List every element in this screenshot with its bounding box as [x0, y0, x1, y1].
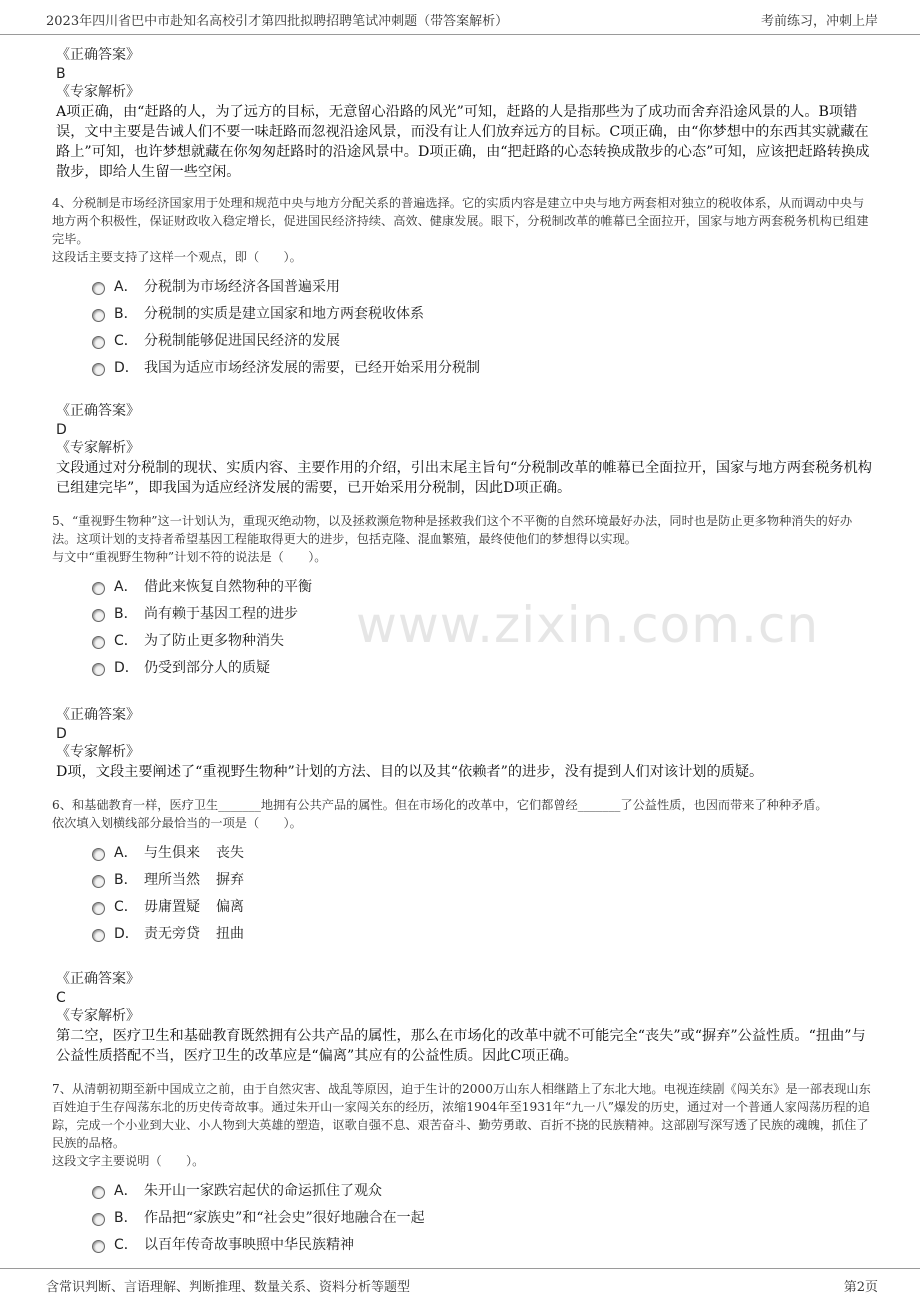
option-a[interactable]: A． 与生俱来 丧失 — [92, 838, 872, 865]
question-prompt: 这段话主要支持了这样一个观点，即（ ）。 — [52, 250, 302, 264]
correct-answer-label: 《正确答案》 — [56, 47, 140, 63]
question-7 — [52, 1080, 872, 1257]
radio-button-icon[interactable] — [92, 609, 105, 622]
option-text: 尚有赖于基因工程的进步 — [144, 605, 298, 622]
radio-button-icon[interactable] — [92, 1213, 105, 1226]
page-footer — [0, 1268, 920, 1303]
option-text: 作品把“家族史”和“社会史”很好地融合在一起 — [144, 1209, 425, 1226]
correct-answer-value: C — [56, 990, 66, 1006]
correct-answer-value: D — [56, 422, 67, 438]
page-header — [0, 0, 920, 35]
expert-analysis-text: 文段通过对分税制的现状、实质内容、主要作用的介绍，引出末尾主旨句“分税制改革的帷幕已全面拉开，国家与地方两套税务机构已组建完毕”，即我国为适应经济发展的需要，已开始采用分税制，因此D项正确。 — [56, 460, 872, 496]
document-title: 2023年四川省巴中市赴知名高校引才第四批拟聘招聘笔试冲刺题（带答案解析） — [46, 14, 509, 29]
option-c[interactable]: C． 毋庸置疑 偏离 — [92, 892, 872, 919]
question-stem: 5、“重视野生物种”这一计划认为，重现灭绝动物，以及拯救濒危物种是拯救我们这个不平衡的自然环境最好办法，同时也是防止更多物种消失的好办法。这项计划的支持者希望基因工程能取得更大的进步，包括克隆、混血繁殖，最终使他们的梦想得以实现。 — [52, 514, 853, 546]
option-list — [92, 272, 872, 380]
correct-answer-label: 《正确答案》 — [56, 971, 140, 987]
correct-answer-label: 《正确答案》 — [56, 403, 140, 419]
radio-button-icon[interactable] — [92, 636, 105, 649]
radio-button-icon[interactable] — [92, 902, 105, 915]
option-a[interactable]: A． 借此来恢复自然物种的平衡 — [92, 572, 872, 599]
expert-analysis-text: 第二空，医疗卫生和基础教育既然拥有公共产品的属性，那么在市场化的改革中就不可能完全“丧失”或“摒弃”公益性质。“扭曲”与公益性质搭配不当，医疗卫生的改革应是“偏离”其应有的公益性质。因此C项正确。 — [56, 1028, 866, 1064]
option-c[interactable]: C． 分税制能够促进国民经济的发展 — [92, 326, 872, 353]
option-text-2: 偏离 — [216, 898, 244, 915]
option-text: 仍受到部分人的质疑 — [144, 659, 270, 676]
radio-button-icon[interactable] — [92, 848, 105, 861]
radio-button-icon[interactable] — [92, 363, 105, 376]
question-stem: 4、分税制是市场经济国家用于处理和规范中央与地方分配关系的普遍选择。它的实质内容是建立中央与地方两套相对独立的税收体系，从而调动中央与地方两个积极性，保证财政收入稳定增长，促进国民经济持续、高效、健康发展。眼下，分税制改革的帷幕已全面拉开，国家与地方两套税务机构已组建完毕。 — [52, 196, 869, 246]
question-prompt: 与文中“重视野生物种”计划不符的说法是（ ）。 — [52, 550, 327, 564]
option-text-2: 丧失 — [216, 844, 244, 861]
question-prompt: 依次填入划横线部分最恰当的一项是（ ）。 — [52, 816, 302, 830]
question-stem: 6、和基础教育一样，医疗卫生_______地拥有公共产品的属性。但在市场化的改革中，它们都曾经_______了公益性质，也因而带来了种种矛盾。 — [52, 798, 828, 812]
expert-analysis-text: A项正确，由“赶路的人，为了远方的目标，无意留心沿路的风光”可知，赶路的人是指那些为了成功而舍弃沿途风景的人。B项错误，文中主要是告诫人们不要一味赶路而忽视沿途风景，而没有让人们放弃远方的目标。C项正确，由“你梦想中的东西其实就藏在路上”可知，也许梦想就藏在你匆匆赶路时的沿途风景中。D项正确，由“把赶路的心态转换成散步的心态”可知，应该把赶路转换成散步，即给人生留一些空闲。 — [56, 104, 870, 180]
question-4 — [52, 194, 872, 498]
radio-button-icon[interactable] — [92, 875, 105, 888]
expert-analysis-label: 《专家解析》 — [56, 440, 140, 456]
correct-answer-value: B — [56, 66, 66, 82]
option-text: 理所当然 — [144, 871, 200, 888]
option-text: 以百年传奇故事映照中华民族精神 — [144, 1236, 354, 1253]
correct-answer-label: 《正确答案》 — [56, 707, 140, 723]
option-text: 借此来恢复自然物种的平衡 — [144, 578, 312, 595]
question-6 — [52, 796, 872, 1066]
option-text: 分税制的实质是建立国家和地方两套税收体系 — [144, 305, 424, 322]
question-prompt: 这段文字主要说明（ ）。 — [52, 1154, 205, 1168]
answer-block — [52, 402, 872, 498]
answer-block — [52, 970, 872, 1066]
page-number: 第2页 — [843, 1280, 878, 1295]
footer-description: 含常识判断、言语理解、判断推理、数量关系、资料分析等题型 — [46, 1280, 411, 1295]
radio-button-icon[interactable] — [92, 1186, 105, 1199]
option-d[interactable]: D． 仍受到部分人的质疑 — [92, 653, 872, 680]
option-text: 朱开山一家跌宕起伏的命运抓住了观众 — [144, 1182, 382, 1199]
option-text: 分税制为市场经济各国普遍采用 — [144, 278, 340, 295]
radio-button-icon[interactable] — [92, 282, 105, 295]
option-text: 与生俱来 — [144, 844, 200, 861]
option-text: 责无旁贷 — [144, 925, 200, 942]
option-d[interactable]: D． 我国为适应市场经济发展的需要，已经开始采用分税制 — [92, 353, 872, 380]
option-list — [92, 1176, 872, 1257]
question-stem: 7、从清朝初期至新中国成立之前，由于自然灾害、战乱等原因，迫于生计的2000万山东人相继踏上了东北大地。电视连续剧《闯关东》是一部表现山东百姓迫于生存闯荡东北的历史传奇故事。通过朱开山一家闯关东的经历，浓缩1904年至1931年“九一八”爆发的历史，通过对一个普通人家闯荡历程的追踪，完成一个小业到大业、小人物到大英雄的塑造，讴歌自强不息、艰苦奋斗、勤劳勇敢、百折不挠的民族精神。这部剧写深写透了民族的魂魄，抓住了民族的品格。 — [52, 1082, 871, 1150]
option-text-2: 扭曲 — [216, 925, 244, 942]
option-text: 分税制能够促进国民经济的发展 — [144, 332, 340, 349]
option-c[interactable]: C． 为了防止更多物种消失 — [92, 626, 872, 653]
option-text: 为了防止更多物种消失 — [144, 632, 284, 649]
option-b[interactable]: B． 理所当然 摒弃 — [92, 865, 872, 892]
radio-button-icon[interactable] — [92, 1240, 105, 1253]
radio-button-icon[interactable] — [92, 929, 105, 942]
header-slogan: 考前练习，冲刺上岸 — [760, 14, 878, 29]
radio-button-icon[interactable] — [92, 663, 105, 676]
option-d[interactable]: D． 责无旁贷 扭曲 — [92, 919, 872, 946]
expert-analysis-label: 《专家解析》 — [56, 1008, 140, 1024]
expert-analysis-label: 《专家解析》 — [56, 84, 140, 100]
option-text: 毋庸置疑 — [144, 898, 200, 915]
option-text-2: 摒弃 — [216, 871, 244, 888]
option-c[interactable]: C． 以百年传奇故事映照中华民族精神 — [92, 1230, 872, 1257]
radio-button-icon[interactable] — [92, 336, 105, 349]
radio-button-icon[interactable] — [92, 309, 105, 322]
option-a[interactable]: A． 分税制为市场经济各国普遍采用 — [92, 272, 872, 299]
radio-button-icon[interactable] — [92, 582, 105, 595]
option-a[interactable]: A． 朱开山一家跌宕起伏的命运抓住了观众 — [92, 1176, 872, 1203]
option-b[interactable]: B． 分税制的实质是建立国家和地方两套税收体系 — [92, 299, 872, 326]
watermark: www.zixin.com.cn — [356, 596, 820, 654]
expert-analysis-text: D项，文段主要阐述了“重视野生物种”计划的方法、目的以及其“依赖者”的进步，没有提到人们对该计划的质疑。 — [56, 764, 764, 780]
option-list — [92, 838, 872, 946]
option-b[interactable]: B． 作品把“家族史”和“社会史”很好地融合在一起 — [92, 1203, 872, 1230]
expert-analysis-label: 《专家解析》 — [56, 744, 140, 760]
option-text: 我国为适应市场经济发展的需要，已经开始采用分税制 — [144, 359, 480, 376]
correct-answer-value: D — [56, 726, 67, 742]
option-b[interactable]: B． 尚有赖于基因工程的进步 — [92, 599, 872, 626]
q3-answer-block — [52, 46, 872, 182]
answer-block — [52, 706, 872, 782]
